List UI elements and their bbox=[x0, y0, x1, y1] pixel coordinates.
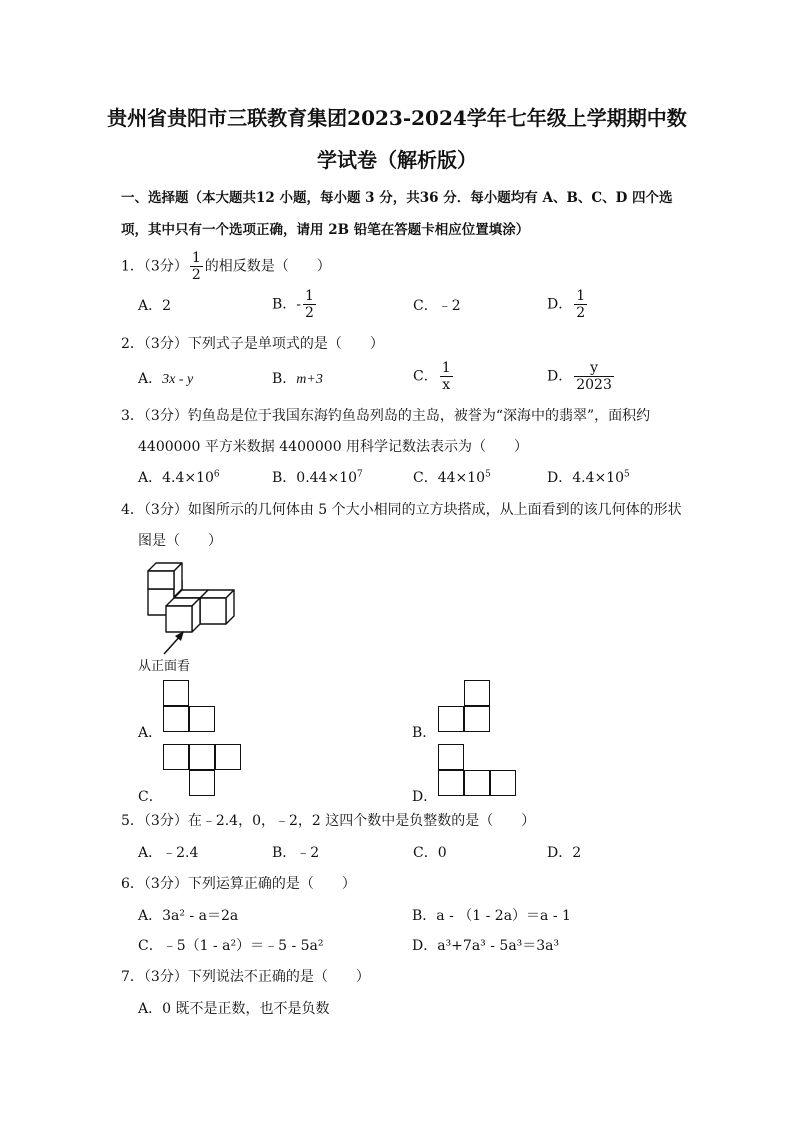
q2-option-a bbox=[138, 368, 193, 388]
q2-option-b bbox=[272, 368, 323, 388]
q2-c-fraction bbox=[440, 360, 453, 393]
q3-d-exp: 5 bbox=[624, 469, 630, 480]
question-6-stem: 6．（3分）下列运算正确的是（ ） bbox=[121, 876, 356, 892]
q2-b-label: B． bbox=[272, 371, 297, 387]
q5-option-b: B．﹣2 bbox=[272, 845, 320, 861]
q1-b-den: 2 bbox=[305, 305, 314, 321]
q4-option-d-label: D． bbox=[412, 789, 438, 805]
q1-fraction bbox=[190, 250, 203, 283]
q2-c-num: 1 bbox=[441, 360, 451, 376]
question-3-stem-line2: 4400000 平方米数据 4400000 用科学记数法表示为（ ） bbox=[138, 439, 529, 455]
q5-option-a: A．﹣2.4 bbox=[138, 845, 199, 861]
q1-b-sign: - bbox=[296, 296, 302, 313]
q3-c-exp: 5 bbox=[485, 469, 491, 480]
q2-b-expr: m+3 bbox=[296, 372, 323, 387]
figure-caption: 从正面看 bbox=[138, 659, 191, 674]
q7-option-a: A．0 既不是正数，也不是负数 bbox=[138, 1001, 330, 1017]
q6-option-c: C．﹣5（1 - a²）＝﹣5 - 5a² bbox=[138, 938, 324, 954]
q1-option-d bbox=[547, 288, 589, 321]
q6-option-a: A．3a² - a＝2a bbox=[138, 908, 239, 924]
q1-b-num: 1 bbox=[305, 288, 314, 304]
q3-d-base: D．4.4×10 bbox=[547, 470, 625, 486]
q6-option-d: D．a³+7a³ - 5a³＝3a³ bbox=[412, 938, 560, 954]
q2-d-fraction bbox=[574, 360, 614, 393]
question-4-stem-line1: 4．（3分）如图所示的几何体由 5 个大小相同的立方块搭成，从上面看到的该几何体的形状 bbox=[121, 502, 682, 518]
q4-option-a-label: A． bbox=[138, 725, 163, 741]
section1-heading-line2: 项，其中只有一个选项正确，请用 2B 铅笔在答题卡相应位置填涂） bbox=[121, 222, 530, 238]
question-7-stem: 7．（3分）下列说法不正确的是（ ） bbox=[121, 969, 370, 985]
question-5-stem: 5．（3分）在﹣2.4，0，﹣2，2 这四个数中是负整数的是（ ） bbox=[121, 813, 536, 829]
section1-heading-line1: 一、选择题（本大题共12 小题，每小题 3 分，共36 分．每小题均有 A、B、C、D 四个选 bbox=[121, 190, 673, 206]
q5-option-d: D．2 bbox=[547, 845, 582, 861]
q2-c-label: C． bbox=[413, 368, 438, 385]
page-title-line2: 学试卷（解析版） bbox=[317, 148, 477, 172]
q3-b-base: B．0.44×10 bbox=[272, 470, 358, 486]
q1-den: 2 bbox=[191, 267, 201, 283]
q6-option-b: B．a - （1 - 2a）＝a - 1 bbox=[412, 908, 571, 924]
q1-d-den: 2 bbox=[576, 305, 586, 321]
q3-option-d bbox=[547, 467, 630, 487]
q1-option-c: C．﹣2 bbox=[413, 298, 461, 314]
q3-c-base: C．44×10 bbox=[413, 470, 486, 486]
q2-d-den: 2023 bbox=[576, 377, 612, 393]
q3-a-exp: 6 bbox=[213, 469, 220, 480]
q1-suffix: 的相反数是（ ） bbox=[204, 258, 331, 275]
q3-b-exp: 7 bbox=[357, 469, 363, 480]
q1-option-a: A．2 bbox=[138, 298, 172, 314]
view-arrow-icon bbox=[160, 628, 190, 658]
cube-solid-figure bbox=[138, 556, 258, 646]
q1-option-b bbox=[272, 288, 318, 321]
q3-a-base: A．4.4×10 bbox=[138, 470, 214, 486]
q2-option-d bbox=[547, 360, 616, 393]
q2-c-den: x bbox=[442, 377, 451, 393]
q1-b-fraction bbox=[303, 288, 316, 321]
page-title-line1: 贵州省贵阳市三联教育集团2023-2024学年七年级上学期期中数 bbox=[107, 106, 687, 130]
q1-d-num: 1 bbox=[576, 288, 586, 304]
q3-option-c bbox=[413, 467, 491, 487]
question-2-stem: 2．（3分）下列式子是单项式的是（ ） bbox=[121, 336, 384, 352]
q1-num: 1 bbox=[191, 250, 201, 266]
q2-d-label: D． bbox=[547, 368, 573, 385]
q2-d-num: y bbox=[574, 360, 614, 377]
q1-b-label: B． bbox=[272, 296, 297, 313]
q3-option-a bbox=[138, 467, 220, 487]
q5-option-c: C．0 bbox=[413, 845, 447, 861]
q1-d-label: D． bbox=[547, 296, 573, 313]
q4-option-b-label: B． bbox=[412, 725, 437, 741]
q2-a-expr: 3x - y bbox=[162, 372, 194, 387]
q2-option-c bbox=[413, 360, 455, 393]
q2-a-label: A． bbox=[138, 371, 163, 387]
q4-option-c-label: C． bbox=[138, 789, 163, 805]
q1-d-fraction bbox=[574, 288, 587, 321]
q1-prefix: 1．（3分） bbox=[121, 258, 188, 275]
question-4-stem-line2: 图是（ ） bbox=[138, 533, 222, 549]
question-3-stem-line1: 3．（3分）钓鱼岛是位于我国东海钓鱼岛列岛的主岛，被誉为“深海中的翡翠”，面积约 bbox=[121, 408, 651, 424]
q3-option-b bbox=[272, 467, 363, 487]
question-1-stem bbox=[121, 250, 331, 283]
